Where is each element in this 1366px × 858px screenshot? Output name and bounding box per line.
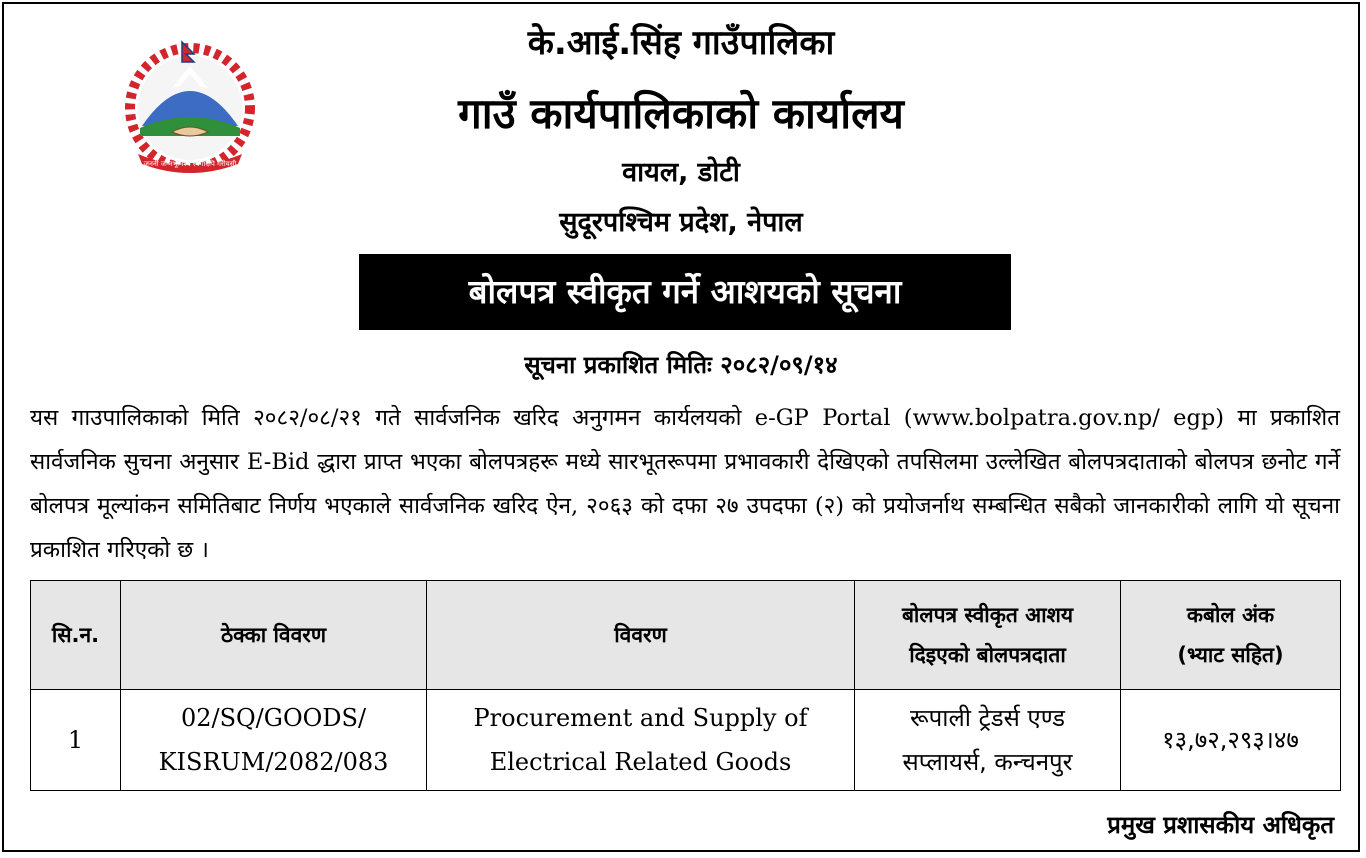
municipality-name: के.आई.सिंह गाउँपालिका bbox=[527, 23, 835, 63]
col-bidder: बोलपत्र स्वीकृत आशय दिइएको बोलपत्रदाता bbox=[855, 581, 1121, 690]
col-sn: सि.न. bbox=[31, 581, 121, 690]
cell-contract: 02/SQ/GOODS/ KISRUM/2082/083 bbox=[121, 690, 427, 791]
emblem-motto: जननी जन्मभूमिश्च स्वर्गादपि गरीयसी bbox=[143, 160, 237, 168]
notice-body: यस गाउपालिकाको मिति २०८२/०८/२१ गते सार्वजनिक खरिद अनुगमन कार्यलयको e-GP Portal (www.bolpatra.gov.np/ egp) मा प्रकाशित सार्वजनिक सुचना अनुसार E-Bid द्धारा प्राप्त भएका बोलपत्रहरू मध्ये सारभूतरूपमा प्रभावकारी देखिएको तपसिलमा उल्लेखित बोलपत्रदाताको बोलपत्र छनोट गर्ने बोलपत्र मूल्यांकन समितिबाट निर्णय भएकाले सार्वजनिक खरिद ऐन, २०६३ को दफा २७ उपदफा (२) को प्रयोजर्नाथ सम्बन्धित सबैको जानकारीको लागि यो सूचना प्रकाशित गरिएको छ । bbox=[30, 405, 1340, 563]
cell-bidder: रूपाली ट्रेडर्स एण्ड सप्लायर्स, कन्चनपुर bbox=[855, 690, 1121, 791]
cell-sn: 1 bbox=[31, 690, 121, 791]
office-address: वायल, डोटी bbox=[622, 157, 740, 188]
bid-table bbox=[30, 580, 1341, 791]
col-contract: ठेक्का विवरण bbox=[121, 581, 427, 690]
notice-page bbox=[2, 2, 1360, 852]
notice-title: बोलपत्र स्वीकृत गर्ने आशयको सूचना bbox=[359, 254, 1011, 330]
cell-description: Procurement and Supply of Electrical Related Goods bbox=[427, 690, 855, 791]
signatory-title: प्रमुख प्रशासकीय अधिकृत bbox=[1107, 811, 1334, 839]
col-amount: कबोल अंक (भ्याट सहित) bbox=[1121, 581, 1341, 690]
cell-amount: १३,७२,२९३।४७ bbox=[1121, 690, 1341, 791]
province-name: सुदूरपश्चिम प्रदेश, नेपाल bbox=[559, 207, 803, 238]
table-row bbox=[31, 690, 1341, 791]
published-date: सूचना प्रकाशित मितिः २०८२/०९/१४ bbox=[524, 351, 838, 379]
table-header-row bbox=[31, 581, 1341, 690]
office-name: गाउँ कार्यपालिकाको कार्यालय bbox=[458, 89, 904, 138]
col-description: विवरण bbox=[427, 581, 855, 690]
